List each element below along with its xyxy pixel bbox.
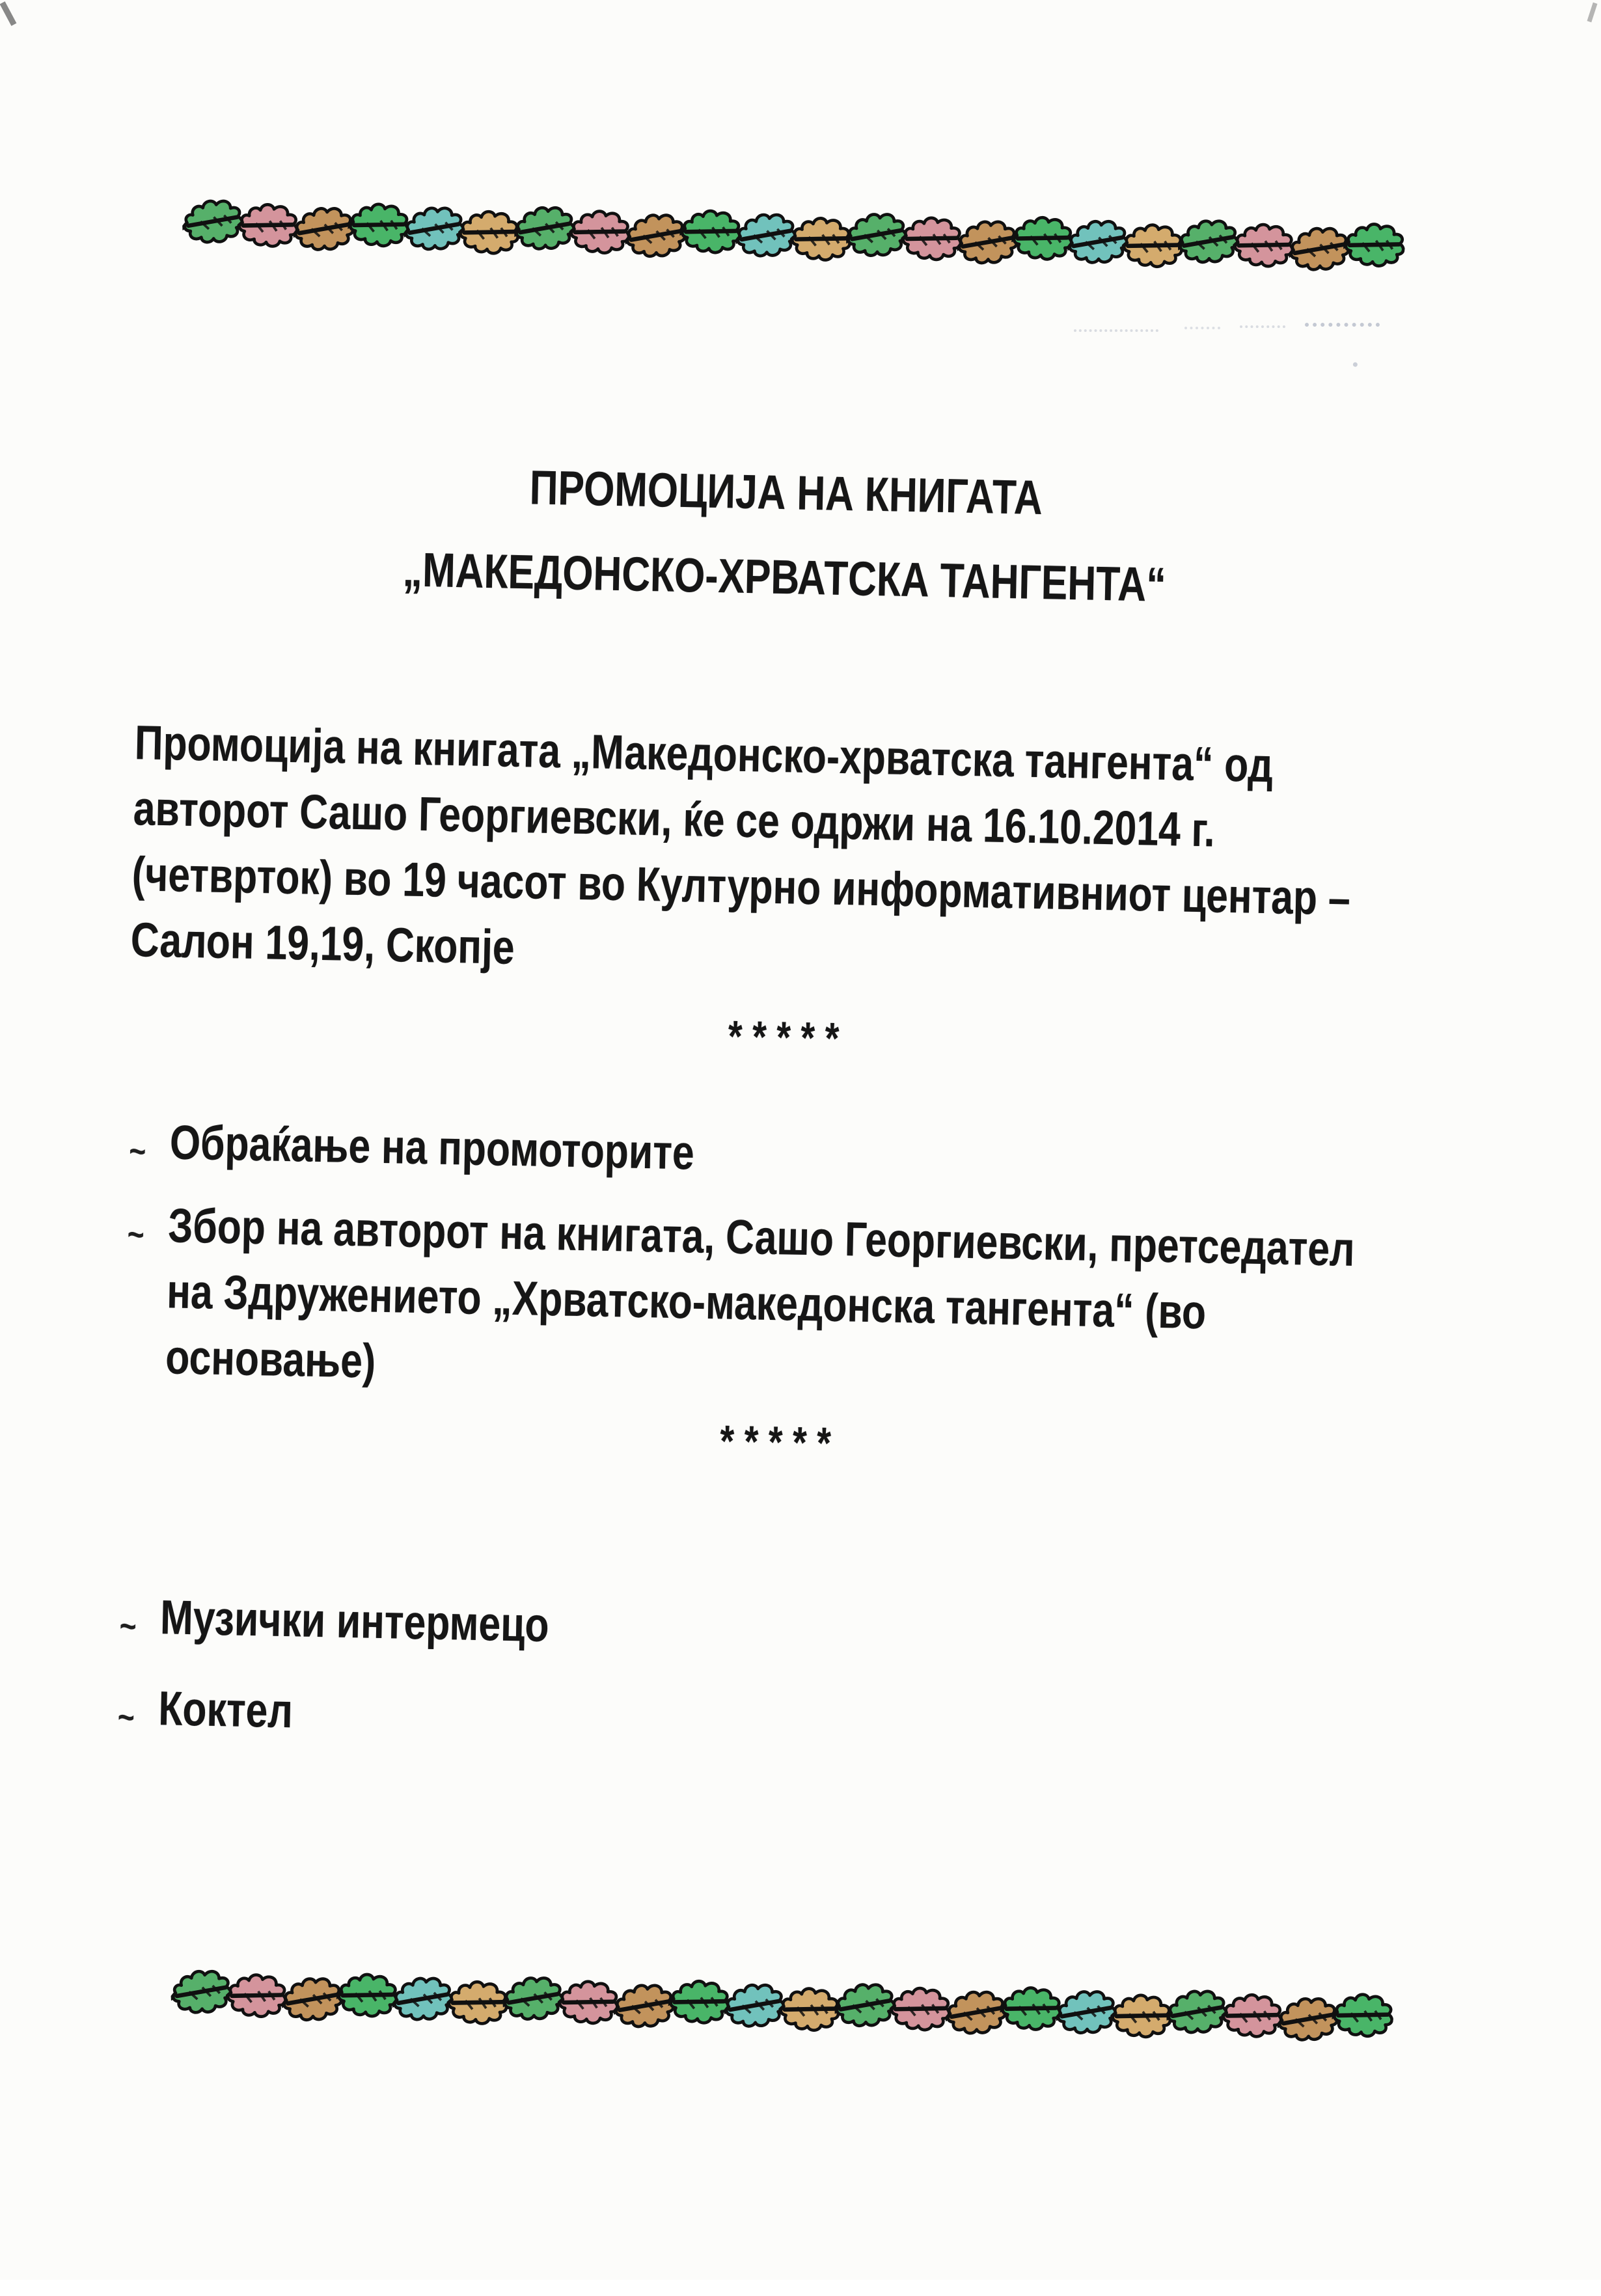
oak-leaf-icon xyxy=(181,193,245,247)
agenda-line: Коктел xyxy=(157,1681,294,1738)
oak-leaf-icon xyxy=(456,202,523,260)
oak-leaf-icon xyxy=(1119,216,1186,273)
oak-leaf-icon xyxy=(1177,213,1240,267)
agenda-item xyxy=(119,1583,550,1658)
oak-leaf-icon xyxy=(1341,215,1408,272)
dash-bullet: ~ xyxy=(117,1697,135,1738)
intro-line: Салон 19,19, Скопје xyxy=(130,912,515,974)
oak-leaf-icon xyxy=(955,214,1019,268)
oak-leaf-icon xyxy=(787,209,854,266)
oak-leaf-icon xyxy=(833,1977,897,2031)
oak-leaf-icon xyxy=(944,1984,1007,2038)
leaf-border-bottom xyxy=(170,1961,1382,2048)
oak-leaf-icon xyxy=(445,1973,511,2030)
oak-leaf-icon xyxy=(1330,1986,1397,2043)
document-title: ПРОМОЦИЈА НА КНИГАТА xyxy=(529,460,1043,525)
oak-leaf-icon xyxy=(1165,1984,1229,2038)
oak-leaf-icon xyxy=(1108,1986,1175,2043)
oak-leaf-icon xyxy=(169,1963,233,2017)
dash-bullet: ~ xyxy=(128,1132,146,1171)
oak-leaf-icon xyxy=(513,200,577,254)
intro-line: Промоција на книгата „Македонско-хрватска тангента“ од xyxy=(134,715,1274,793)
oak-leaf-icon xyxy=(292,200,355,254)
intro-paragraph xyxy=(130,709,1354,996)
oak-leaf-icon xyxy=(281,1971,344,2025)
intro-line: авторот Сашо Георгиевски, ќе се одржи на 16.10.2014 г. xyxy=(133,781,1216,857)
oak-leaf-icon xyxy=(623,208,687,262)
separator-asterisks: * * * * * xyxy=(719,1416,832,1468)
agenda-item-text xyxy=(159,1584,549,1658)
agenda-line: Музички интермецо xyxy=(159,1590,550,1652)
dash-bullet: ~ xyxy=(119,1606,137,1647)
agenda-item xyxy=(129,1108,695,1185)
agenda-item xyxy=(124,1192,1356,1414)
separator-asterisks: * * * * * xyxy=(728,1011,840,1063)
oak-leaf-icon xyxy=(1287,221,1351,275)
intro-line: (четврток) во 19 часот во Културно информативниот центар – xyxy=(131,847,1351,925)
agenda-line: на Здружението „Хрватско-македонска тангента“ (во xyxy=(166,1264,1207,1339)
dash-bullet: ~ xyxy=(127,1215,145,1255)
document-subtitle: „МАКЕДОНСКО-ХРВАТСКА ТАНГЕНТА“ xyxy=(402,542,1167,612)
leaf-border-top xyxy=(182,191,1406,278)
agenda-item-text xyxy=(165,1192,1355,1414)
oak-leaf-icon xyxy=(845,207,909,261)
agenda-item-text xyxy=(158,1675,294,1743)
oak-leaf-icon xyxy=(776,1979,843,2036)
oak-leaf-icon xyxy=(612,1978,676,2032)
scan-artifact-smudge xyxy=(1074,320,1386,379)
oak-leaf-icon xyxy=(501,1971,565,2025)
agenda-item xyxy=(117,1674,294,1743)
agenda-line: Збор на авторот на книгата, Сашо Георгиевски, претседател xyxy=(167,1198,1356,1276)
agenda-line: основање) xyxy=(165,1330,377,1388)
oak-leaf-icon xyxy=(1276,1991,1339,2045)
agenda-line: Обраќање на промоторите xyxy=(169,1115,695,1180)
agenda-item-text xyxy=(169,1109,695,1185)
